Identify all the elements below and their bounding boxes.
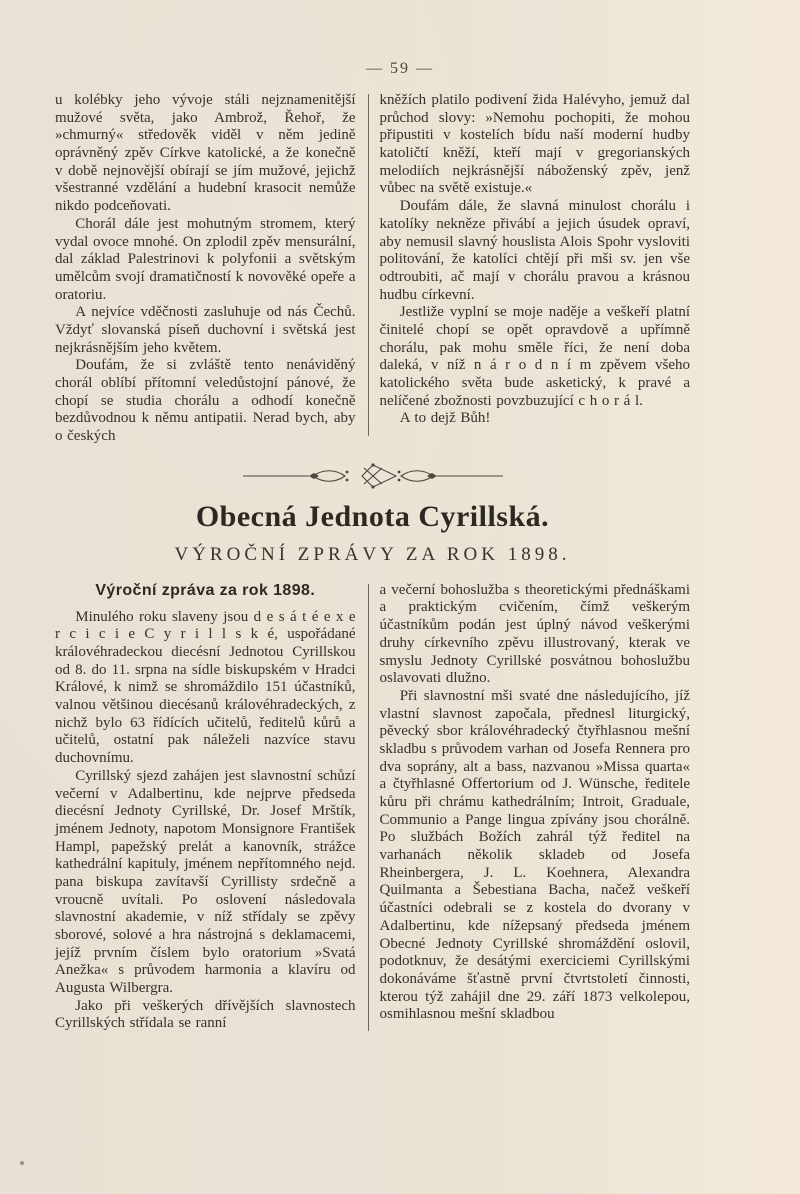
upper-article [0,92,800,446]
section-title: Obecná Jednota Cyrillská. [195,499,550,533]
paragraph: Minulého roku slaveny jsou d e s á t é e x e r c i c i e C y r i l l s k é, uspořádané královéhradeckou diecésní Jednotou Cyrillskou od 8. do 11. srpna na sídle biskupském v Hradci Králové, k nimž se shromáždilo 151 účastníků, valnou většinou diecésanů královéhradeckých, z nichž bylo 63 řídících učitelů, ředitelů kůrů a učitelů, ostatní pak náleželi nazvíce stavu duchovnímu. [55,608,356,767]
page-number: — 59 — [366,60,434,77]
paragraph: Chorál dále jest mohutným stromem, který vydal ovoce mnohé. On zplodil zpěv mensurální, dal základ Palestrinovi k polyfonii a světským umělcům svojí dramatičností k novověké opeře a oratoriu. [55,215,356,303]
paragraph: Jako při veškerých dřívějších slavnostech Cyrillských střídala se ranní [55,997,356,1032]
paragraph: kněžích platilo podivení žida Halévyho, jemuž dal průchod slovy: »Nemohu pochopiti, že mohou připustiti v kostelích bídu naší moderní hudby katoličtí kněží, kteří mají v gregorianských melodiích nejkrásnější náboženský zpěv, jenž vůbec na světě existuje.« [379,92,691,197]
paragraph: A nejvíce vděčnosti zasluhuje od nás Čechů. Vždyť slovanská píseň duchovní i světská jest nejkrásnějším jeho květem. [55,304,356,356]
section-divider [0,462,800,492]
section-subtitle: VÝROČNÍ ZPRÁVY ZA ROK 1898. [174,543,571,565]
flourish-ornament-icon [243,462,503,490]
paragraph: Při slavnostní mši svaté dne následujícího, jíž vlastní slavnost započala, přednesl liturgický, pěvecký sbor královéhradecký čtyřhlasnou mešní skladbu s průvodem varhan od Josefa Rennera pro dva soprány, alt a bass, nazvanou »Missa quarta« a čtyřhlasné Offertorium od J. Wünsche, ředitele kůru při chrámu kathedrálním; Introit, Graduale, Communio a Pange lingua zpívány jsou chorálně. Po službách Božích zahrál týž ředitel na varhanách několik skladeb od Josefa Rheinbergera, J. L. Koehnera, Alexandra Quilmanta a Šebestiana Bacha, načež veškeří účastníci odebrali se z kostela do dvorany v Adalbertinu, kde nížepsaný předseda jménem Obecné Jednoty Cyrillské shromáždění oslovil, podotknuv, že desátými exerciciemi Cyrillskými dokonáváme šťastně první čtvrtstoletí činnosti, kterou týž zahájil dne 29. září 1873 velkolepou, osmihlasnou mešní skladbou [379,687,691,1023]
report-heading: Výroční zpráva za rok 1898. [95,581,316,599]
paragraph: u kolébky jeho vývoje stáli nejznamenitější mužové světa, jako Ambrož, Řehoř, že »chmurný« středověk viděl v něm jedině oprávněný zpěv Církve katolické, a že konečně v době nejnovější obírají se jím mužové, jejichž všestranné vzdělání a hudební krasocit nemůže nikdo podceňovati. [55,92,356,215]
paragraph: Jestliže vyplní se moje naděje a veškeří platní činitelé chopí se opět opravdově a upřímně chorálu, pak mohu směle říci, že není doba daleká, v níž n á r o d n í m zpěvem všeho katolického světa bude asketický, k pravé a nelíčené zbožnosti povzbuzující c h o r á l. [379,304,691,409]
lower-right-column [380,582,690,1033]
paragraph: A to dejž Bůh! [399,410,491,427]
upper-right-column [380,92,690,446]
paragraph: Doufám, že si zvláště tento nenáviděný chorál oblíbí přítomní veledůstojní pánové, že chopí se studia chorálu a odhodí konečně bezdůvodnou k němu antipatii. Nerad bych, aby o českých [55,357,356,445]
column-divider [368,584,369,1031]
paragraph: Cyrillský sjezd zahájen jest slavnostní schůzí večerní v Adalbertinu, kde nejprve předseda diecésní Jednoty Cyrillské, Dr. Josef Mrštík, jménem Jednoty, napotom Monsignore František Hampl, papežský prelát a kanovník, strážce kathedrální kapituly, jménem nepřítomného nejd. pana biskupa zavítavší Cyrillisty srdečně a vroucně uvítali. Po oslovení následovala slavnostní akademie, v níž střídaly se zpěvy sborové, solové a hra nástrojná s deklamacemi, jejíž prvním číslem bylo oratorium »Svatá Anežka« s průvodem harmonia a klavíru od Augusta Wilbergra. [55,767,356,997]
paragraph: a večerní bohoslužba s theoretickými přednáškami a praktickým cvičením, čímž veškerým účastníkům podán jest úplný návod veškerými druhy církevního zpěvu illustrovaný, kterak ve smyslu Jednoty Cyrillské posvátnou bohoslužbu oslavovati dlužno. [379,581,691,687]
scan-speck [20,1161,24,1165]
annual-report [0,582,800,1033]
column-divider [368,94,369,436]
lower-left-column [55,582,356,1033]
upper-left-column [55,92,356,446]
paragraph: Doufám dále, že slavná minulost chorálu i katolíky nekněze přivábí a jejich úsudek opraví, aby nemusil slavný houslista Alois Spohr vysloviti politování, že katolíci chtějí při mši sv. jen vše odtroubiti, ač mají v chorálu pravou a krásnou hudbu církevní. [379,198,691,303]
